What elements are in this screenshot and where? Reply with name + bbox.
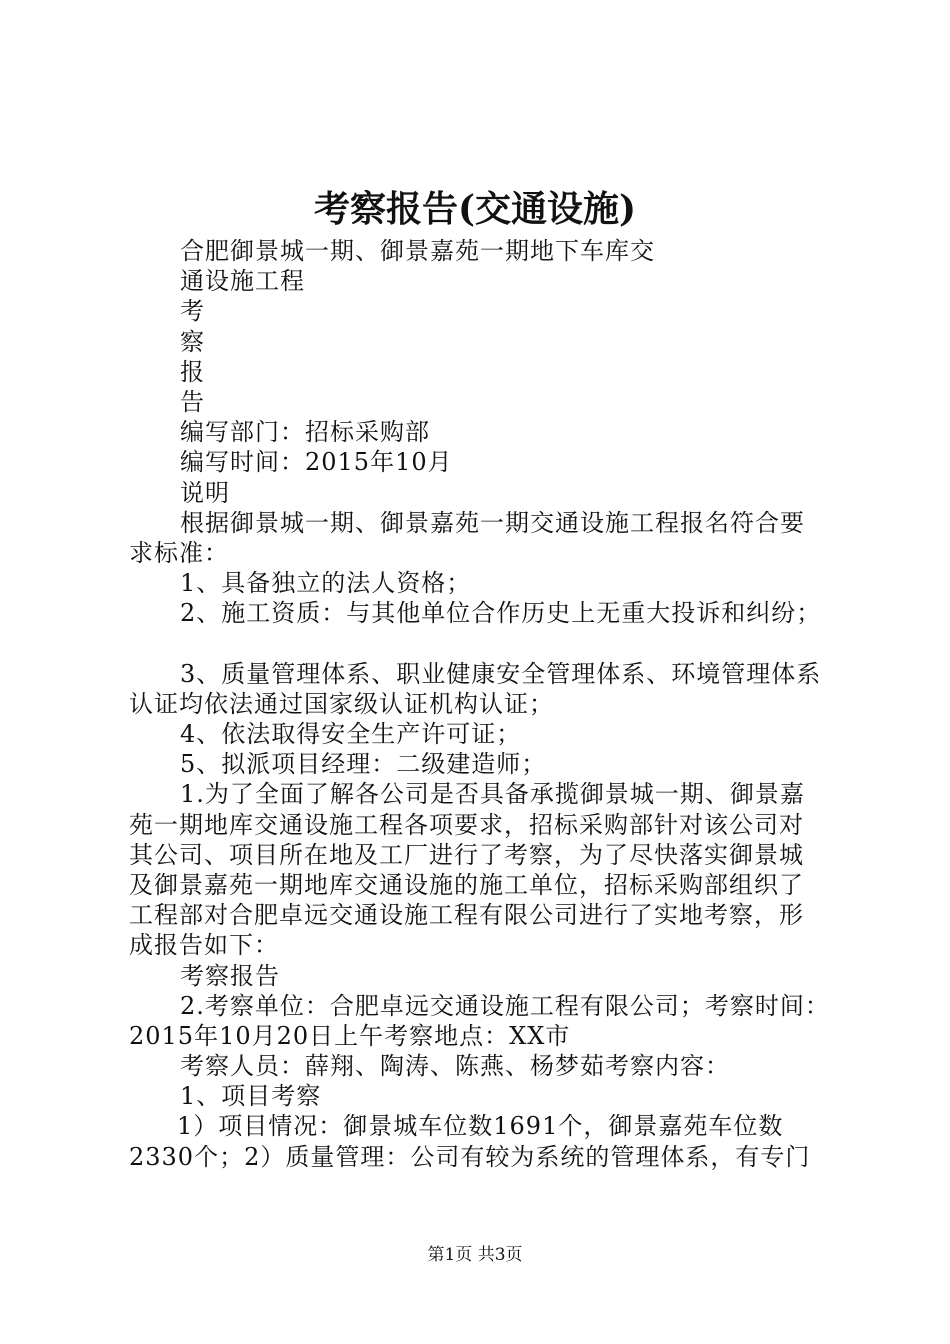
- body-line: 编写时间：2015年10月: [180, 448, 453, 477]
- section-heading: 考察报告: [180, 961, 280, 990]
- body-line: 编写部门：招标采购部: [180, 418, 430, 447]
- body-line: 工程部对合肥卓远交通设施工程有限公司进行了实地考察，形: [129, 901, 804, 930]
- paragraph-gap: [129, 628, 839, 658]
- body-line: 成报告如下：: [129, 931, 279, 960]
- list-item: 4、依法取得安全生产许可证；: [180, 720, 522, 748]
- body-line: 合肥御景城一期、御景嘉苑一期地下车库交: [180, 237, 655, 265]
- body-line: 其公司、项目所在地及工厂进行了考察，为了尽快落实御景城: [129, 840, 804, 869]
- list-item: 2、施工资质：与其他单位合作历史上无重大投诉和纠纷；: [180, 599, 822, 628]
- body-line: 通设施工程: [180, 267, 305, 296]
- body-line: 报: [180, 357, 205, 386]
- body-line: 认证均依法通过国家级认证机构认证；: [129, 689, 554, 718]
- section-heading: 说明: [180, 478, 230, 507]
- body-line: 根据御景城一期、御景嘉苑一期交通设施工程报名符合要: [180, 508, 805, 537]
- body-line: 1）项目情况：御景城车位数1691个，御景嘉苑车位数: [177, 1112, 784, 1141]
- list-item: 1、项目考察: [180, 1082, 322, 1111]
- body-line: 察: [180, 327, 205, 356]
- body-line: 2330个；2）质量管理：公司有较为系统的管理体系，有专门: [129, 1142, 811, 1171]
- page-number-footer: 第1页 共3页: [427, 1245, 523, 1265]
- body-line: 告: [180, 387, 205, 416]
- body-line: 苑一期地库交通设施工程各项要求，招标采购部针对该公司对: [129, 810, 804, 839]
- body-line: 2015年10月20日上午考察地点：XX市: [129, 1021, 571, 1050]
- body-line: 求标准：: [129, 538, 229, 567]
- body-line: 1.为了全面了解各公司是否具备承揽御景城一期、御景嘉: [180, 780, 805, 809]
- document-body: [129, 236, 839, 1172]
- list-item: 5、拟派项目经理：二级建造师；: [180, 750, 547, 779]
- body-line: 考: [180, 297, 205, 326]
- list-item: 1、具备独立的法人资格；: [180, 569, 472, 598]
- document-title: 考察报告(交通设施): [313, 188, 637, 230]
- body-line: 及御景嘉苑一期地库交通设施的施工单位，招标采购部组织了: [129, 870, 804, 899]
- body-line: 考察人员：薛翔、陶涛、陈燕、杨梦茹考察内容：: [180, 1052, 730, 1081]
- list-item: 3、质量管理体系、职业健康安全管理体系、环境管理体系: [180, 659, 822, 688]
- body-line: 2.考察单位：合肥卓远交通设施工程有限公司；考察时间：: [180, 991, 830, 1020]
